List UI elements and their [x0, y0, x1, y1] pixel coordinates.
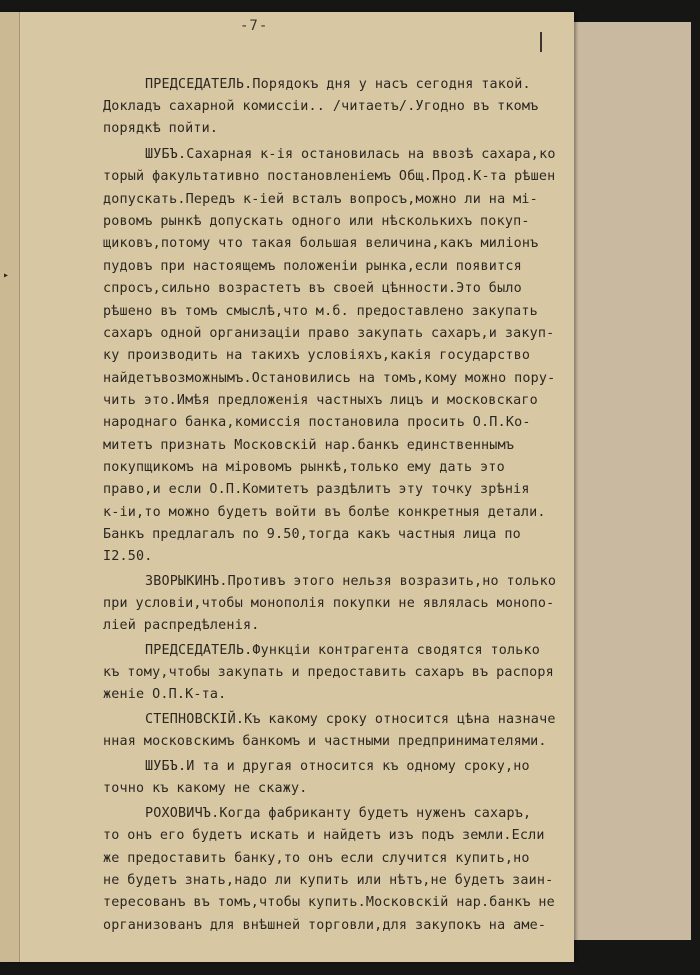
text-line: покупщикомъ на мiровомъ рынкѣ,только ему дать это: [103, 460, 505, 475]
text-line: народнаго банка,комиссiя постановила просить О.П.Ко-: [103, 415, 531, 430]
text-line: ПРЕДСЕДАТЕЛЬ.Порядокъ дня у насъ сегодня такой.: [145, 77, 531, 92]
text-line: лiей распредѣленiя.: [103, 618, 260, 633]
text-line: право,и если О.П.Комитетъ раздѣлитъ эту точку зрѣнiя: [103, 482, 530, 497]
text-line: нная московскимъ банкомъ и частными предпринимателями.: [103, 734, 547, 749]
document-page: [0, 12, 574, 962]
text-line: точно къ какому не скажу.: [103, 781, 308, 796]
text-line: къ тому,чтобы закупать и предоставить сахаръ въ распоря: [103, 665, 554, 680]
text-line: щиковъ,потому что такая большая величина,какъ милiонъ: [103, 236, 539, 251]
text-line: рѣшено въ томъ смыслѣ,что м.б. предоставлено закупать: [103, 304, 538, 319]
margin-mark: ▸: [3, 270, 10, 281]
text-line: Банкъ предлагалъ по 9.50,тогда какъ частныя лица по: [103, 527, 521, 542]
page-number: -7-: [240, 18, 269, 34]
text-line: ЗВОРЫКИНЪ.Противъ этого нельзя возразить,но только: [145, 574, 557, 589]
text-line: ПРЕДСЕДАТЕЛЬ.Функцiи контрагента сводятся только: [145, 643, 541, 658]
text-line: найдетъвозможнымъ.Остановились на томъ,кому можно пору-: [103, 371, 556, 386]
text-line: РОХОВИЧЪ.Когда фабриканту будетъ нуженъ сахаръ,: [145, 806, 532, 821]
text-line: тересованъ въ томъ,чтобы купить.Московскiй нар.банкъ не: [103, 895, 555, 910]
text-line: пудовъ при настоящемъ положенiи рынка,если появится: [103, 259, 522, 274]
text-line: чить это.Имѣя предложенiя частныхъ лицъ и московскаго: [103, 393, 538, 408]
text-line: I2.50.: [103, 549, 153, 564]
text-line: к-iи,то можно будетъ войти въ болѣе конкретныя детали.: [103, 505, 546, 520]
backing-sheet: [560, 22, 691, 940]
text-line: то онъ его будетъ искать и найдетъ изъ подъ земли.Если: [103, 828, 545, 843]
pencil-mark: [540, 32, 542, 52]
text-line: митетъ признать Московскiй нар.банкъ единственнымъ: [103, 438, 515, 453]
text-line: Докладъ сахарной комиссiи.. /читаетъ/.Угодно въ ткомъ: [103, 99, 539, 114]
binding-strip: [0, 12, 20, 962]
text-line: организованъ для внѣшней торговли,для закупокъ на аме-: [103, 918, 547, 933]
text-line: сахаръ одной организацiи право закупать сахаръ,и закуп-: [103, 326, 555, 341]
text-line: ШУБЪ.Сахарная к-iя остановилась на ввозѣ сахара,ко: [145, 147, 556, 162]
text-line: торый факультативно постановленiемъ Общ.Прод.К-та рѣшен: [103, 169, 556, 184]
text-line: ровомъ рынкѣ допускать одного или нѣсколькихъ покуп-: [103, 214, 530, 229]
text-line: порядкѣ пойти.: [103, 121, 219, 136]
text-line: же предоставить банку,то онъ если случится купить,но: [103, 851, 530, 866]
text-line: женiе О.П.К-та.: [103, 687, 227, 702]
text-line: ку производить на такихъ условiяхъ,какiя государство: [103, 348, 531, 363]
text-line: не будетъ знать,надо ли купить или нѣтъ,не будетъ заин-: [103, 873, 554, 888]
text-line: при условiи,чтобы монополiя покупки не являлась монопо-: [103, 596, 555, 611]
text-line: спросъ,сильно возрастетъ въ своей цѣнности.Это было: [103, 281, 522, 296]
text-line: СТЕПНОВСКIЙ.Къ какому сроку относится цѣна назначе: [145, 712, 556, 727]
text-line: ШУБЪ.И та и другая относится къ одному сроку,но: [145, 759, 530, 774]
text-line: допускать.Передъ к-iей всталъ вопросъ,можно ли на мi-: [103, 192, 538, 207]
